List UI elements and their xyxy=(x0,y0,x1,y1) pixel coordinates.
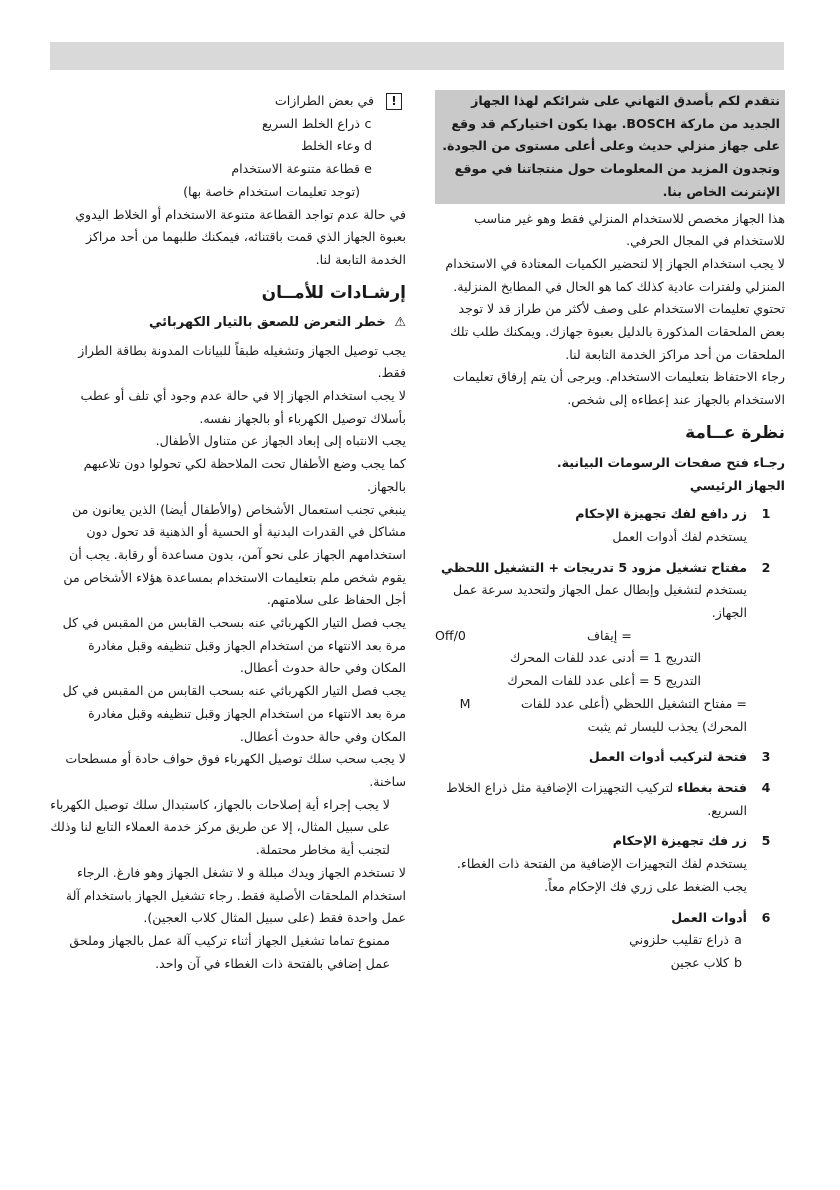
def-value: = إيقاف xyxy=(587,627,632,643)
paragraph: يجب فصل التيار الكهربائي عنه بسحب القابس من المقبس في كل مرة بعد الانتهاء من استخدام الجهاز وقبل تنظيفه وقبل مغادرة المكان وفي حالة حدوث أعطال. xyxy=(62,615,406,676)
extra-text: ذراع الخلط السريع xyxy=(261,115,360,131)
extra-text: وعاء الخلط xyxy=(301,138,360,154)
safety-title: إرشـادات للأمــان xyxy=(261,282,406,303)
extra-text: قطاعة متنوعة الاستخدام xyxy=(231,161,360,177)
extra-letter: c xyxy=(364,115,372,131)
def-value: = مفتاح التشغيل اللحظي (أعلى عدد للفات المحرك) يجذب لليسار ثم يثبت xyxy=(520,695,747,734)
paragraph: يجب الانتباه إلى إبعاد الجهاز عن متناول الأطفال. xyxy=(155,433,406,449)
note-lead: في بعض الطرازات xyxy=(274,93,374,108)
tool-item xyxy=(435,952,747,975)
paragraph: كما يجب وضع الأطفال تحت الملاحظة لكي تحولوا دون تلاعبهم بالجهاز. xyxy=(83,456,406,494)
extra-letter: d xyxy=(364,138,372,154)
right-column xyxy=(435,90,785,983)
tool-letter: b xyxy=(734,954,742,970)
warning-icon: ⚠ xyxy=(394,314,406,330)
overview-item-2 xyxy=(435,557,785,739)
paragraph: رجاء الاحتفاظ بتعليمات الاستخدام. ويرجى أن يتم إرفاق تعليمات الاستخدام بالجهاز عند إعطاءه إلى شخص. xyxy=(452,369,785,408)
def-key: التدريج 1 xyxy=(653,650,701,666)
extras-note: (توجد تعليمات استخدام خاصة بها) xyxy=(183,183,360,199)
switch-def xyxy=(435,625,747,648)
def-key: Off/0 xyxy=(435,627,466,643)
switch-def xyxy=(435,647,747,670)
tool-text: كلاب عجين xyxy=(670,954,729,970)
def-key: التدريج 5 xyxy=(653,673,701,689)
paragraph: لا يجب استخدام الجهاز إلا لتحضير الكميات المعتادة في الاستخدام المنزلي ولفترات عادية كذلك كما هو الحال في المطابخ المنزلية. xyxy=(445,255,785,294)
shock-warning-heading xyxy=(50,312,406,334)
switch-definitions xyxy=(435,625,747,739)
overview-item-4 xyxy=(435,777,785,822)
item-number: 3 xyxy=(761,749,771,765)
item-title: زر دافع لفك تجهيزة الإحكام xyxy=(575,506,747,522)
item-desc: يستخدم لتشغيل وإبطال عمل الجهاز ولتحديد سرعة عمل الجهاز. xyxy=(453,582,747,621)
overview-item-5 xyxy=(435,830,785,898)
tool-item xyxy=(435,929,747,952)
paragraph: يجب توصيل الجهاز وتشغيله طبقاً للبيانات المدونة بطاقة الطراز فقط. xyxy=(78,342,406,381)
extra-letter: e xyxy=(364,161,372,177)
overview-subtitle: رجـاء فتح صفحات الرسومات البيانية. xyxy=(556,454,785,470)
item-number: 1 xyxy=(761,506,771,522)
paragraph: يجب فصل التيار الكهربائي عنه بسحب القابس من المقبس في كل مرة بعد الانتهاء من استخدام الجهاز وقبل تنظيفه وقبل مغادرة المكان وفي حالة حدوث أعطال. xyxy=(62,683,406,744)
overview-item-6 xyxy=(435,907,785,975)
paragraph: تحتوي تعليمات الاستخدام على وصف لأكثر من طراز قد لا توجد بعض الملحقات المذكورة بالدليل بعبوة جهازك. ويمكنك طلب تلك الملحقات من أحد مراكز الخدمة التابعة لنا. xyxy=(450,301,785,362)
item-title: زر فك تجهيزة الإحكام xyxy=(612,833,747,849)
extra-item xyxy=(50,113,376,136)
extra-item xyxy=(50,135,376,158)
tool-letter: a xyxy=(734,932,742,948)
def-key: M xyxy=(459,695,471,711)
paragraph: لا تستخدم الجهاز ويدك مبللة و لا تشغل الجهاز وهو فارغ. الرجاء استخدام الملحقات الأصلية فقط. رجاء تشغيل الجهاز باستخدام آلة عمل واحدة فقط (على سبيل المثال كلاب العجين). xyxy=(65,864,406,926)
paragraph: لا يجب سحب سلك توصيل الكهرباء فوق حواف حادة أو مسطحات ساخنة. xyxy=(65,751,406,789)
item-desc: يستخدم لفك التجهيزات الإضافية من الفتحة ذات الغطاء. يجب الضغط على زري فك الإحكام معاً. xyxy=(456,856,747,894)
left-column xyxy=(50,90,406,975)
note-icon: ! xyxy=(386,93,402,110)
item-title: مفتاح تشغيل مزود 5 تدريجات + التشغيل اللحظي xyxy=(441,559,747,575)
item-number: 6 xyxy=(761,909,771,925)
paragraph: لا يجب إجراء أية إصلاحات بالجهاز، كاستبدال سلك توصيل الكهرباء على سبيل المثال، إلا عن طريق مركز خدمة العملاء التابع لنا وذلك لتجنب أية مخاطر محتملة. xyxy=(50,796,390,858)
tool-text: ذراع تقليب حلزوني xyxy=(629,932,729,948)
intro-box: نتقدم لكم بأصدق التهاني على شرائكم لهذا الجهاز الجديد من ماركة BOSCH. بهذا يكون اختياركم قد وقع على جهاز منزلي حديث وعلى أعلى مستوى من الجودة. وتجدون المزيد من المعلومات حول منتجاتنا في موقع الإنترنت الخاص بنا. xyxy=(435,90,785,204)
item-title: أدوات العمل xyxy=(671,909,747,925)
paragraph: ممنوع تماما تشغيل الجهاز أثناء تركيب آلة عمل بالجهاز وملحق عمل إضافي بالفتحة ذات الغطاء في آن واحد. xyxy=(69,932,390,971)
item-title: فتحة لتركيب أدوات العمل xyxy=(588,749,747,765)
main-unit-heading: الجهاز الرئيسي xyxy=(689,477,785,493)
paragraph: ينبغي تجنب استعمال الأشخاص (والأطفال أيضا) الذين يعانون من مشاكل في القدرات البدنية أو الحسية أو الذهنية قد تحول دون استخدامهم الجهاز على نحو آمن، بدون مساعدة أو رقابة. يجب أن يقوم شخص ملم بتعليمات الاستخدام بمساعدة هؤلاء الأشخاص من أجل الحفاظ على سلامتهم. xyxy=(63,501,406,608)
overview-item-1 xyxy=(435,503,785,548)
item-desc: لتركيب التجهيزات الإضافية مثل ذراع الخلاط السريع. xyxy=(446,779,747,818)
overview-title: نظرة عــامة xyxy=(685,422,785,443)
paragraph: في حالة عدم تواجد القطاعة متنوعة الاستخدام أو الخلاط اليدوي بعبوة الجهاز الذي قمت باقتنائه، فيمكنك طلبهما من أحد مراكز الخدمة التابعة لنا. xyxy=(75,206,406,267)
paragraph: لا يجب استخدام الجهاز إلا في حالة عدم وجود أي تلف أو عطب بأسلاك توصيل الكهرباء أو بالجهاز نفسه. xyxy=(80,388,406,426)
def-value: = أدنى عدد للفات المحرك xyxy=(509,650,650,666)
models-note xyxy=(50,90,406,113)
def-value: = أعلى عدد للفات المحرك xyxy=(507,673,650,689)
switch-def xyxy=(435,693,747,738)
overview-item-3 xyxy=(435,746,785,769)
extras-list xyxy=(50,113,406,204)
paragraph: هذا الجهاز مخصص للاستخدام المنزلي فقط وهو غير مناسب للاستخدام في المجال الحرفي. xyxy=(474,210,785,249)
item-number: 4 xyxy=(761,779,771,795)
item-number: 2 xyxy=(761,559,771,575)
item-title: فتحة بغطاء xyxy=(677,779,747,795)
header-bar xyxy=(50,42,784,70)
extra-item xyxy=(50,158,376,181)
switch-def xyxy=(435,670,747,693)
item-number: 5 xyxy=(761,833,771,849)
item-desc: يستخدم لفك أدوات العمل xyxy=(612,528,747,544)
shock-title: خطر التعرض للصعق بالتيار الكهربائي xyxy=(148,314,386,330)
